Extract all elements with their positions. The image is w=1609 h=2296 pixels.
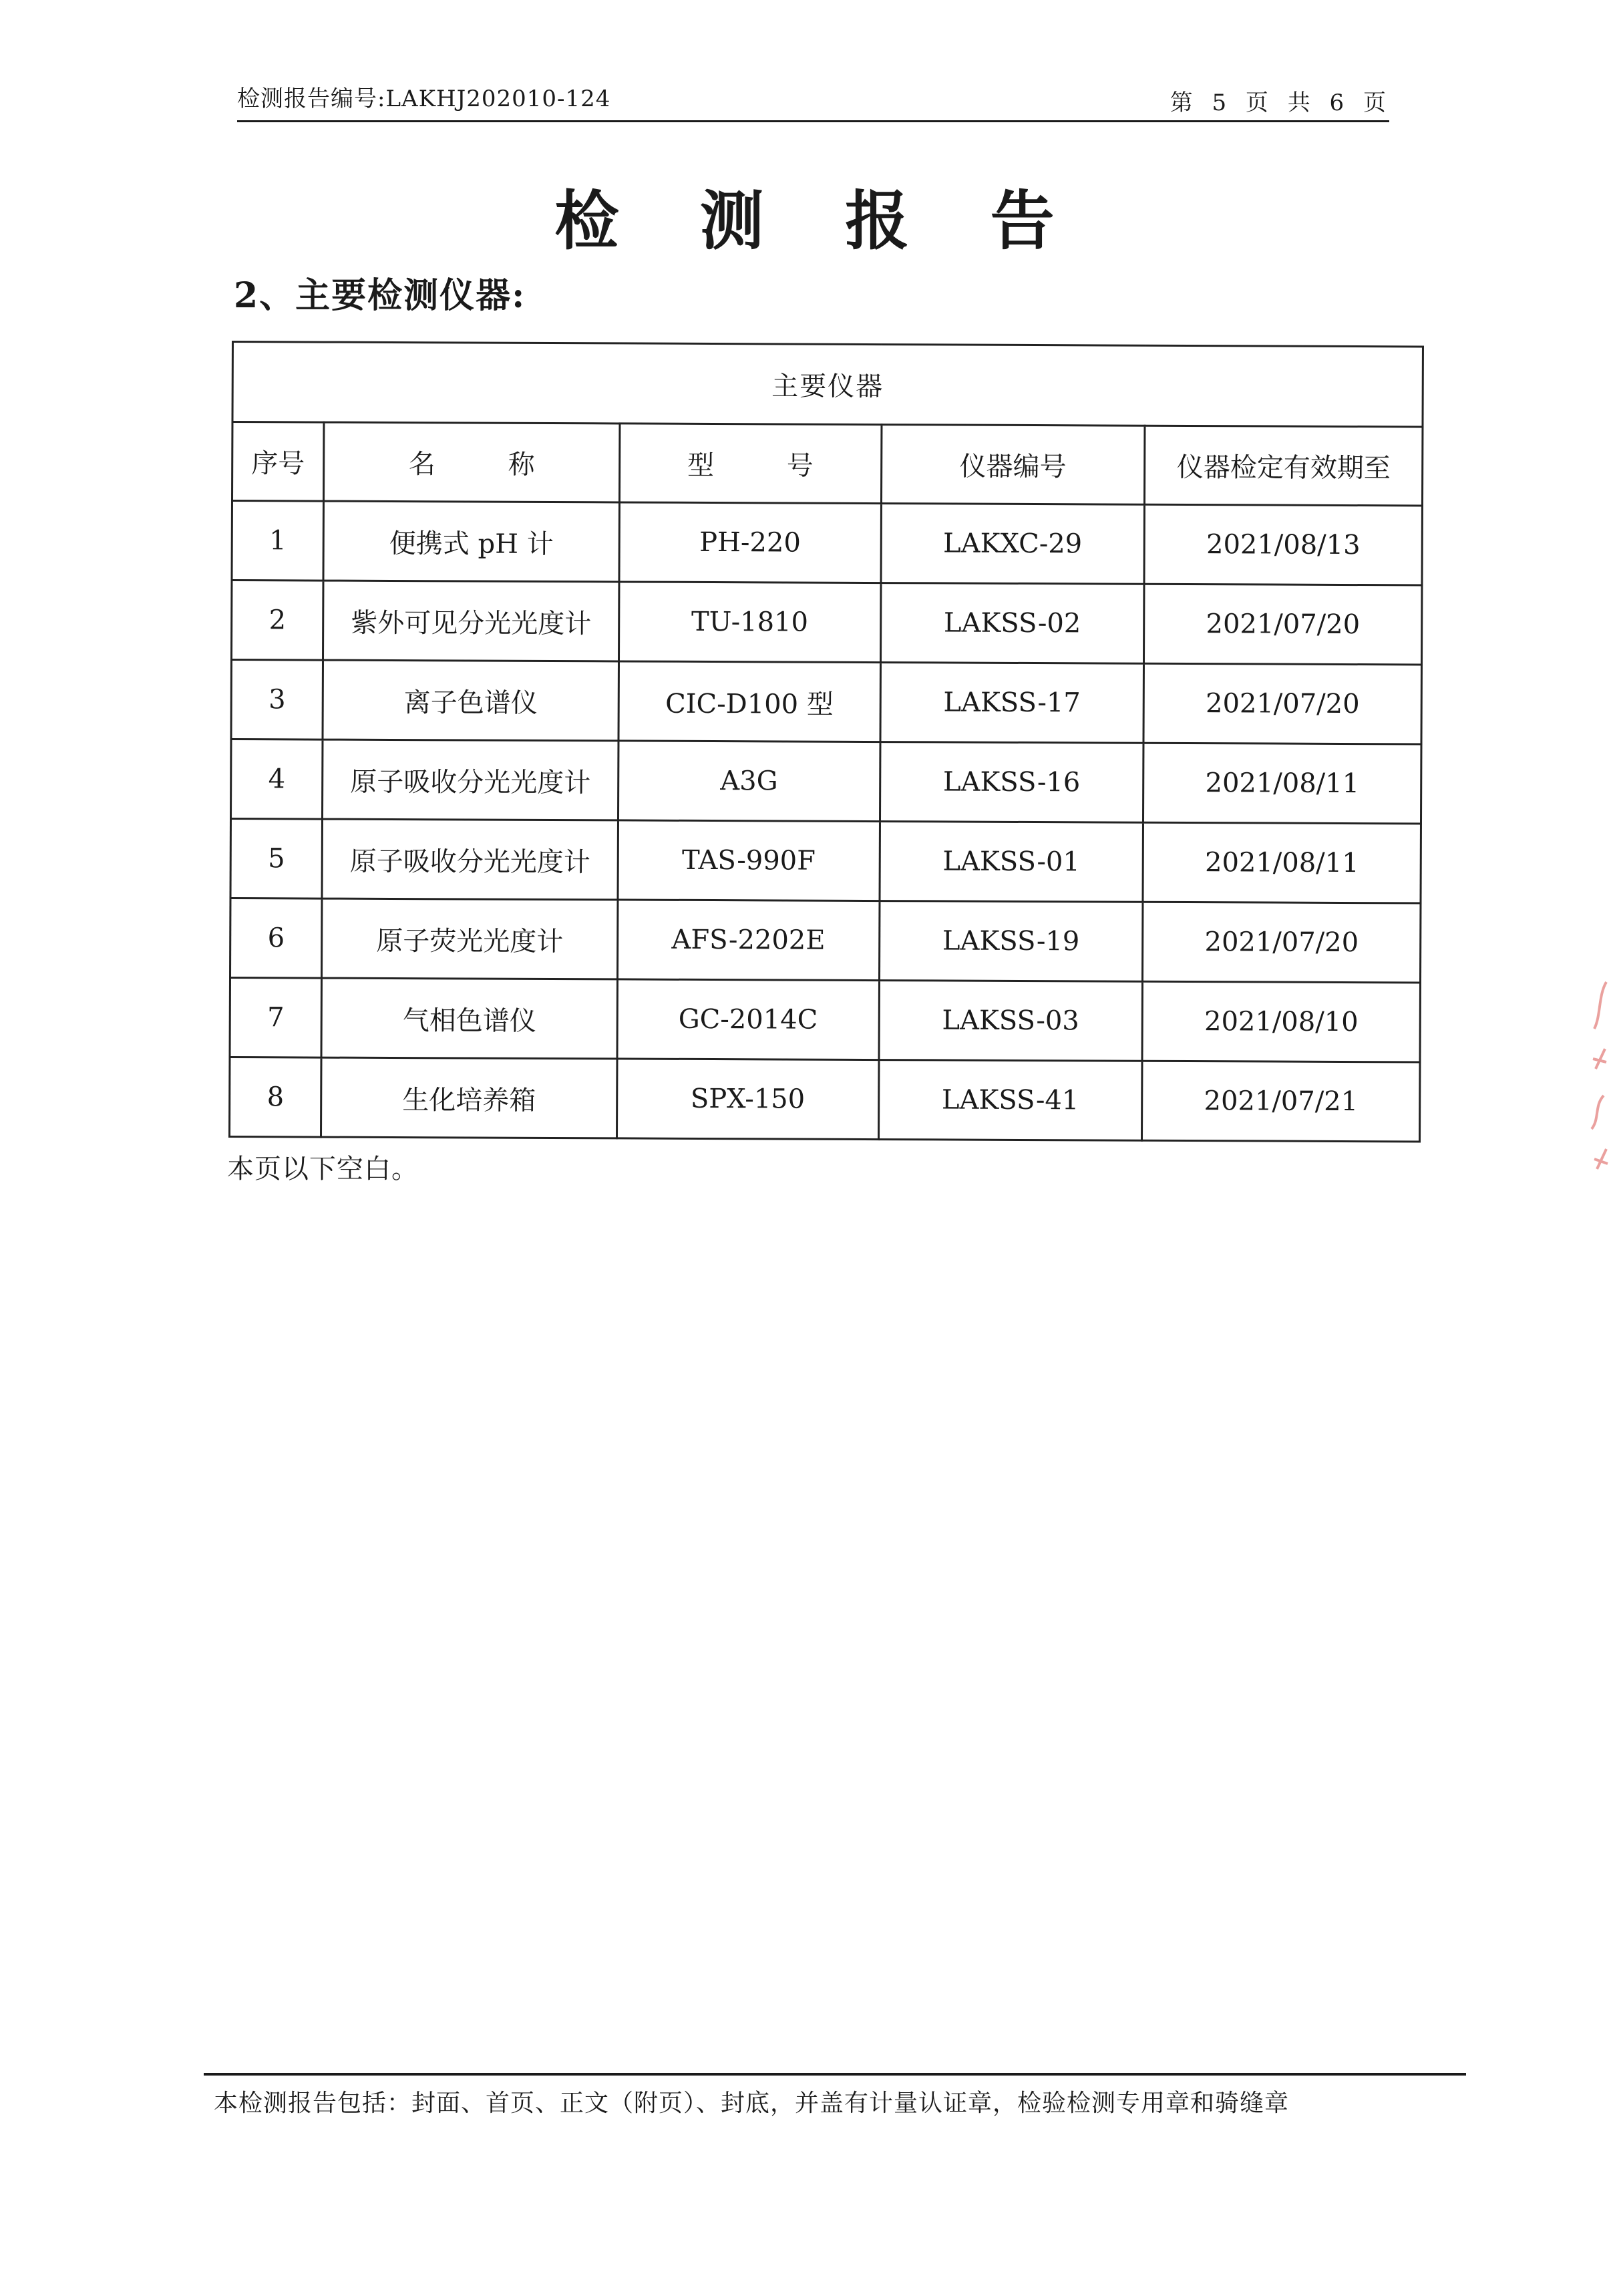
instrument-name: 气相色谱仪 — [321, 978, 617, 1059]
instrument-name: 离子色谱仪 — [323, 660, 618, 741]
table-row — [231, 581, 1421, 665]
table-row — [230, 1057, 1420, 1141]
column-header-code: 仪器编号 — [881, 425, 1145, 505]
instrument-code: LAKSS-17 — [880, 663, 1144, 744]
footer-rule — [204, 2073, 1466, 2076]
blank-below-note: 本页以下空白。 — [227, 1154, 419, 1184]
instrument-name: 原子吸收分光光度计 — [323, 740, 618, 820]
table-row — [231, 660, 1421, 744]
valid-until: 2021/07/20 — [1144, 584, 1422, 665]
row-number: 8 — [230, 1057, 322, 1137]
instrument-name: 紫外可见分光光度计 — [323, 581, 619, 661]
report-number: 检测报告编号:LAKHJ202010-124 — [237, 86, 611, 112]
instrument-name: 便携式 pH 计 — [323, 501, 619, 582]
valid-until: 2021/07/20 — [1143, 663, 1421, 744]
valid-until: 2021/07/20 — [1143, 902, 1421, 983]
row-number: 4 — [231, 740, 323, 820]
instrument-name: 生化培养箱 — [321, 1057, 617, 1138]
seal-fragment-icon — [1586, 969, 1609, 1189]
instrument-code: LAKSS-19 — [879, 901, 1143, 982]
valid-until: 2021/08/11 — [1143, 743, 1421, 824]
valid-until: 2021/08/13 — [1144, 504, 1422, 585]
table-row — [231, 740, 1421, 824]
column-header-valid-until: 仪器检定有效期至 — [1145, 426, 1423, 506]
instrument-model: TAS-990F — [618, 820, 880, 901]
table-caption: 主要仪器 — [232, 342, 1423, 427]
row-number: 2 — [231, 581, 323, 661]
instrument-model: TU-1810 — [618, 582, 880, 663]
row-number: 7 — [230, 977, 322, 1057]
instrument-name: 原子荧光光度计 — [322, 898, 618, 979]
table-header-row — [232, 422, 1422, 506]
instrument-code: LAKXC-29 — [881, 504, 1145, 585]
row-number: 5 — [230, 819, 323, 899]
instrument-code: LAKSS-01 — [880, 822, 1143, 903]
page-indicator: 第 5 页 共 6 页 — [1170, 90, 1389, 116]
valid-until: 2021/08/11 — [1143, 822, 1421, 903]
table-row — [232, 501, 1422, 585]
instrument-code: LAKSS-03 — [879, 981, 1143, 1061]
table-row — [230, 819, 1421, 903]
instrument-code: LAKSS-02 — [880, 583, 1144, 664]
section-heading: 2、主要检测仪器: — [234, 275, 526, 316]
table-row — [230, 977, 1420, 1061]
row-number: 3 — [231, 660, 323, 740]
instrument-name: 原子吸收分光光度计 — [322, 819, 618, 900]
footer-note: 本检测报告包括：封面、首页、正文（附页）、封底，并盖有计量认证章，检验检测专用章和骑缝章 — [214, 2090, 1290, 2117]
instrument-model: A3G — [618, 741, 880, 822]
instrument-model: GC-2014C — [617, 979, 879, 1060]
instrument-model: PH-220 — [619, 502, 881, 583]
instruments-table — [228, 341, 1424, 1142]
row-number: 6 — [230, 898, 323, 978]
report-title: 检 测 报 告 — [554, 183, 1084, 259]
instrument-code: LAKSS-41 — [878, 1060, 1142, 1141]
table-caption-row — [232, 342, 1423, 427]
table-row — [230, 898, 1421, 982]
instrument-code: LAKSS-16 — [880, 742, 1143, 823]
instrument-model: AFS-2202E — [617, 900, 879, 981]
valid-until: 2021/07/21 — [1142, 1061, 1420, 1142]
header-rule — [237, 120, 1389, 122]
column-header-name: 名 称 — [324, 422, 620, 502]
column-header-no: 序号 — [232, 422, 324, 502]
valid-until: 2021/08/10 — [1142, 981, 1420, 1062]
instrument-model: CIC-D100 型 — [618, 661, 880, 742]
column-header-model: 型 号 — [619, 424, 881, 504]
row-number: 1 — [232, 501, 324, 581]
instrument-model: SPX-150 — [616, 1059, 878, 1140]
